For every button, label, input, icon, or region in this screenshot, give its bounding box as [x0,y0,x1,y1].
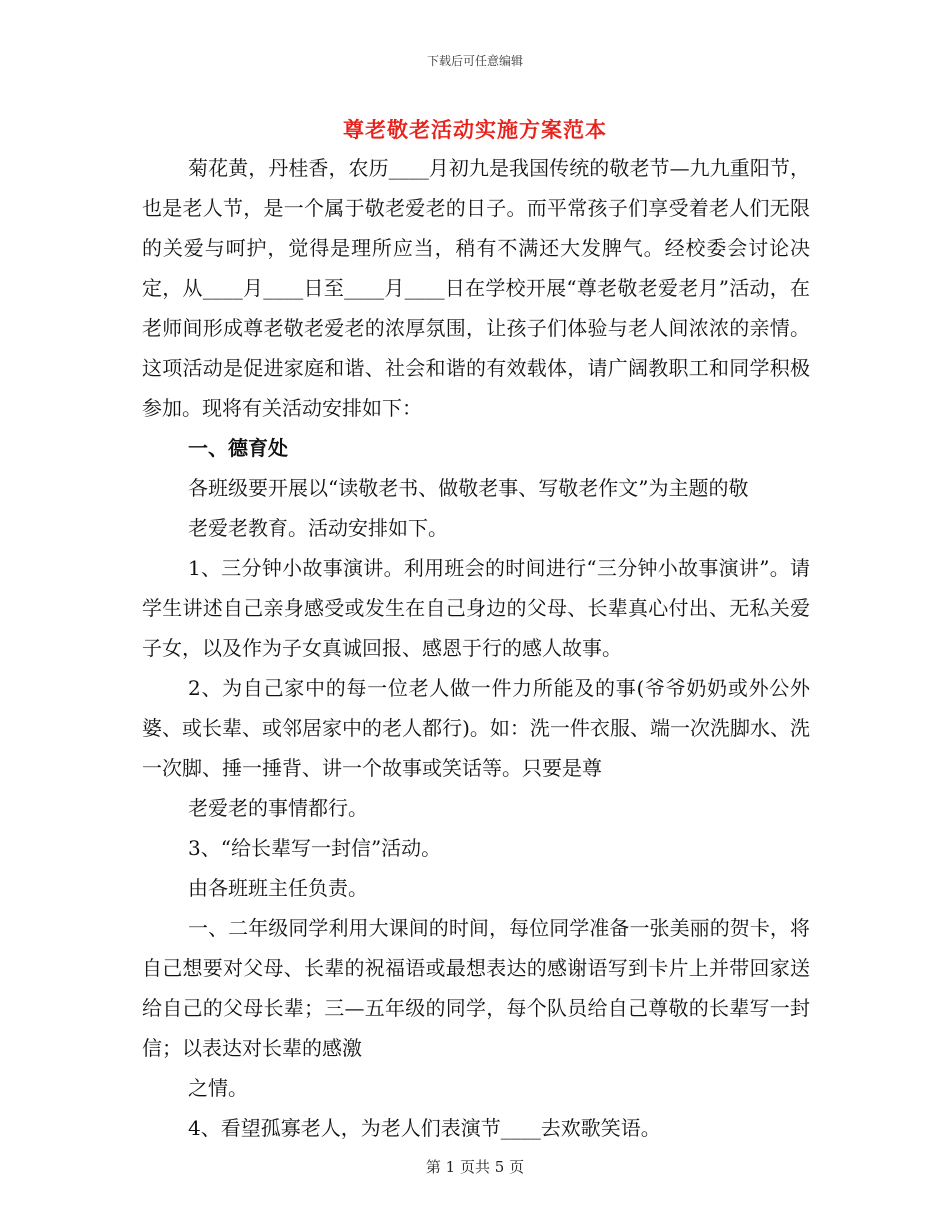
item-4-paragraph: 4、看望孤寡老人，为老人们表演节____去欢歌笑语。 [188,1116,661,1140]
item-2-paragraph: 2、为自己家中的每一位老人做一件力所能及的事(爷爷奶奶或外公外婆、或长辈、或邻居家中的老人都行)。如：洗一件衣服、端一次洗脚水、洗一次脚、捶一捶背、讲一个故事或笑话等。只要是尊 [142,676,810,780]
section1-paragraph-continued: 老爱老教育。活动安排如下。 [188,516,448,540]
document-body [142,148,810,1148]
section-heading-moral-education: 一、德育处 [188,436,288,460]
item-2-paragraph-continued: 老爱老的事情都行。 [188,796,368,820]
item-3-responsible: 由各班班主任负责。 [188,876,368,900]
header-note: 下载后可任意编辑 [426,54,523,68]
document-title: 尊老敬老活动实施方案范本 [343,117,607,142]
item-3-detail-continued: 之情。 [188,1076,248,1100]
section1-paragraph: 各班级要开展以“读敬老书、做敬老事、写敬老作文”为主题的敬 [188,476,749,500]
item-1-paragraph: 1、三分钟小故事演讲。利用班会的时间进行“三分钟小故事演讲”。请学生讲述自己亲身感受或发生在自己身边的父母、长辈真心付出、无私关爱子女，以及作为子女真诚回报、感恩于行的感人故事。 [142,556,810,660]
item-3-detail: 一、二年级同学利用大课间的时间，每位同学准备一张美丽的贺卡，将自己想要对父母、长辈的祝福语或最想表达的感谢语写到卡片上并带回家送给自己的父母长辈；三—五年级的同学，每个队员给自己尊敬的长辈写一封信；以表达对长辈的感激 [142,916,810,1060]
page-number: 第 1 页共 5 页 [425,1158,525,1176]
item-3-paragraph: 3、“给长辈写一封信”活动。 [188,836,442,860]
intro-paragraph: 菊花黄，丹桂香，农历____月初九是我国传统的敬老节—九九重阳节，也是老人节，是一个属于敬老爱老的日子。而平常孩子们享受着老人们无限的关爱与呵护，觉得是理所应当，稍有不满还大发脾气。经校委会讨论决定，从____月____日至____月____日在学校开展“尊老敬老爱老月”活动，在老师间形成尊老敬老爱老的浓厚氛围，让孩子们体验与老人间浓浓的亲情。这项活动是促进家庭和谐、社会和谐的有效载体，请广阔教职工和同学积极参加。现将有关活动安排如下： [142,156,810,420]
